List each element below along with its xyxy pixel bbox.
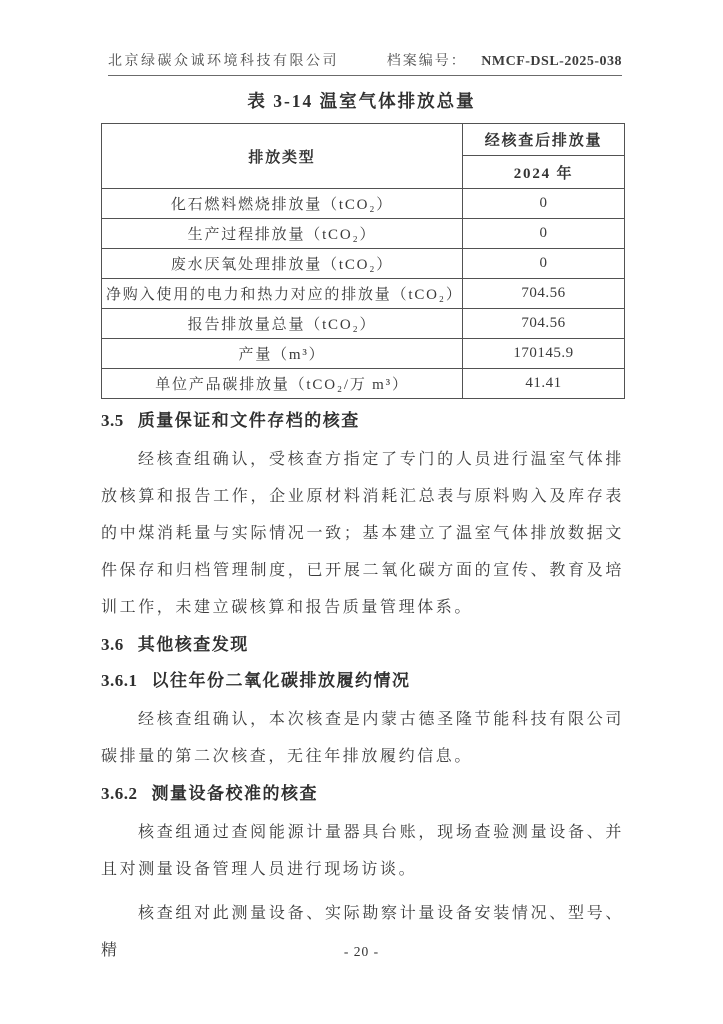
row-label: 化石燃料燃烧排放量（tCO₂）: [102, 189, 463, 219]
emissions-table: [101, 123, 625, 399]
paragraph: 经核查组确认，受核查方指定了专门的人员进行温室气体排放核算和报告工作，企业原材料消耗汇总表与原料购入及库存表的中煤消耗量与实际情况一致；基本建立了温室气体排放数据文件保存和归档管理制度，已开展二氧化碳方面的宣传、教育及培训工作，未建立碳核算和报告质量管理体系。: [101, 451, 624, 616]
column-header-year: 2024 年: [463, 156, 625, 189]
table-row: [102, 279, 625, 309]
row-label: 单位产品碳排放量（tCO₂/万 m³）: [102, 369, 463, 399]
table-header-row: [102, 124, 625, 156]
row-value: 41.41: [463, 369, 625, 399]
paragraph: 核查组通过查阅能源计量器具台账，现场查验测量设备、并且对测量设备管理人员进行现场访谈。: [101, 824, 624, 878]
table-caption: 表 3-14 温室气体排放总量: [247, 91, 476, 111]
section-number: 3.6.1: [101, 671, 138, 690]
section-number: 3.6: [101, 635, 124, 654]
file-number-value: NMCF-DSL-2025-038: [481, 54, 622, 69]
table-row: [102, 249, 625, 279]
table-row: [102, 339, 625, 369]
document-body: [101, 404, 624, 969]
column-header-emission-type: 排放类型: [102, 124, 463, 189]
page-number: - 20 -: [343, 944, 380, 959]
row-label: 净购入使用的电力和热力对应的排放量（tCO₂）: [102, 279, 463, 309]
table-row: [102, 369, 625, 399]
section-number: 3.5: [101, 411, 124, 430]
table-row: [102, 219, 625, 249]
row-value: 170145.9: [463, 339, 625, 369]
row-value: 704.56: [463, 309, 625, 339]
header-file-number-group: [387, 50, 622, 70]
page-header: [108, 50, 622, 76]
table-row: [102, 189, 625, 219]
section-heading-3-6-1: [101, 668, 624, 694]
row-label: 废水厌氧处理排放量（tCO₂）: [102, 249, 463, 279]
section-title: 其他核查发现: [137, 635, 249, 654]
section-heading-3-6-2: [101, 781, 624, 807]
paragraph: 核查组对此测量设备、实际勘察计量设备安装情况、型号、精: [101, 905, 624, 959]
row-value: 704.56: [463, 279, 625, 309]
paragraph: 经核查组确认，本次核查是内蒙古德圣隆节能科技有限公司碳排量的第二次核查，无往年排放履约信息。: [101, 711, 624, 765]
row-value: 0: [463, 189, 625, 219]
row-value: 0: [463, 249, 625, 279]
row-label: 产量（m³）: [102, 339, 463, 369]
section-number: 3.6.2: [101, 784, 138, 803]
table-row: [102, 309, 625, 339]
section-title: 质量保证和文件存档的核查: [137, 411, 360, 430]
column-header-verified-emissions: 经核查后排放量: [463, 124, 625, 156]
row-label: 报告排放量总量（tCO₂）: [102, 309, 463, 339]
row-label: 生产过程排放量（tCO₂）: [102, 219, 463, 249]
section-title: 测量设备校准的核查: [151, 784, 318, 803]
file-number-label: 档案编号：: [386, 54, 467, 69]
row-value: 0: [463, 219, 625, 249]
section-title: 以往年份二氧化碳排放履约情况: [151, 671, 411, 690]
section-heading-3-5: [101, 408, 624, 434]
header-company-name: 北京绿碳众诚环境科技有限公司: [108, 54, 339, 69]
section-heading-3-6: [101, 632, 624, 658]
